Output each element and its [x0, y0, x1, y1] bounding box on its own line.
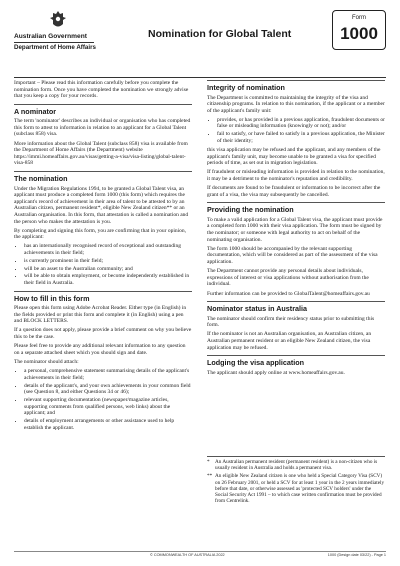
- section-heading-status: Nominator status in Australia: [207, 301, 385, 314]
- form-reference: 1000 (Design date 03/22) - Page 1: [327, 553, 386, 557]
- intro-paragraph: Important – Please read this information carefully before you complete the nomination form. Once you have completed the nomination we strongly advise that you keep a copy for your records.: [14, 80, 189, 100]
- footnote-text: An eligible New Zealand citizen is one who held a Special Category Visa (SCV) on 26 February 2001, or held a SCV for at least 1 year in the 2 years immediately before that date, or otherwise assessed as 'protected SCV holders' under the Social Security Act 1991 – to which case written confirmation must be provided from Centrelink.: [215, 473, 385, 505]
- government-logo: [14, 10, 106, 54]
- list-item: • details of the applicant's, and your own achievements in your common field (see Question 8, and either Questions 34 or 46);: [24, 383, 192, 396]
- list-item: • provides, or has provided in a previous application, fraudulent documents or false or misleading information (knowingly or not); and/or: [217, 117, 385, 130]
- footnote: [207, 459, 385, 471]
- government-name: Australian Government: [14, 33, 87, 40]
- list-item: • fail to satisfy, or have failed to satisfy in a previous application, the Minister of their identity;: [217, 131, 385, 144]
- list-item: • relevant supporting documentation (newspaper/magazine articles, supporting comments from qualified persons, web links) about the applicant; and: [24, 397, 192, 417]
- footnotes: [207, 456, 385, 506]
- footer-divider: [14, 551, 386, 552]
- form-number-box: [332, 10, 386, 50]
- status-paragraph-2: If the nominator is not an Australian organisation, an Australian citizen, an Australian permanent resident or an eligible New Zealand citizen, the visa application may be refused.: [207, 331, 372, 351]
- footnote-text: An Australian permanent resident (permanent resident) is a non-citizen who is usually resident in Australia and holds a permanent visa.: [215, 459, 378, 472]
- coat-of-arms-icon: [48, 10, 68, 30]
- header: [14, 10, 386, 70]
- integrity-paragraph-2: this visa application may be refused and the applicant, and any members of the applicant's family unit, may become unable to be granted a visa for specified periods of time, as set out in migration legislation.: [207, 147, 381, 167]
- providing-paragraph-3: The Department cannot provide any personal details about individuals, expressions of interest or visa applications without authorisation from the individual.: [207, 268, 369, 288]
- copyright-notice: © COMMONWEALTH OF AUSTRALIA 2022: [150, 553, 225, 557]
- howto-paragraph-2: If a question does not apply, please provide a brief comment on why you believe this to be the case.: [14, 327, 192, 341]
- header-divider: [14, 77, 386, 78]
- integrity-list: [207, 117, 385, 145]
- list-item: • will be able to obtain employment, or become independently established in their field in Australia.: [24, 273, 192, 286]
- howto-paragraph-1: Please open this form using Adobe Acrobat Reader. Either type (in English) in the fields provided or print this form and complete it (in English) using a pen and BLOCK LETTERS.: [14, 305, 187, 325]
- list-item: • a personal, comprehensive statement summarising details of the applicant's achievements in their field;: [24, 368, 192, 381]
- nominator-paragraph-2: More information about the Global Talent (subclass 858) visa is available from the Department of Home Affairs (the Department) website https://immi.homeaffairs.gov.au/visas/getting-a-visa/visa-listing/global-talent-visa-858: [14, 140, 188, 167]
- section-heading-nomination: The nomination: [14, 171, 192, 184]
- integrity-paragraph-1: The Department is committed to maintaining the integrity of the visa and citizenship programs. In relation to this nomination, if the applicant or a member of the applicant's family unit:: [207, 94, 385, 114]
- list-item: • is currently prominent in their field;: [24, 258, 192, 265]
- form-label: Form: [352, 15, 366, 21]
- nomination-paragraph-1: Under the Migration Regulations 1994, to be granted a Global Talent visa, an applicant must produce a completed form 1000 (this form) which requires the applicant's record of achievement in their area of talent to be attested to by an Australian citizen, permanent resident*, eligible New Zealand citizen** or an Australian organisation. In this form, that attestation is called a nomination and the person who makes the attestation is you.: [14, 185, 189, 225]
- footnote-mark: *: [207, 459, 210, 465]
- nomination-paragraph-2: By completing and signing this form, you are confirming that in your opinion, the applicant:: [14, 227, 187, 241]
- footnote-mark: **: [207, 473, 213, 480]
- section-heading-providing: Providing the nomination: [207, 202, 385, 215]
- left-column: [14, 80, 192, 434]
- nominator-paragraph-1: The term 'nominator' describes an individual or organisation who has completed this form to attest to information in relation to an applicant for a Global Talent (subclass 858) visa.: [14, 118, 191, 138]
- integrity-paragraph-3: If fraudulent or misleading information is provided in relation to the nomination, it may be a detriment to the nominator's reputation and credibility.: [207, 169, 385, 182]
- form-number: 1000: [340, 24, 378, 43]
- section-heading-nominator: A nominator: [14, 104, 192, 117]
- providing-paragraph-2: The form 1000 should be accompanied by the relevant supporting documentation, which will be considered as part of the assessment of the visa application.: [207, 245, 378, 266]
- section-heading-lodging: Lodging the visa application: [207, 355, 385, 368]
- logo-divider: [14, 42, 94, 43]
- lodging-paragraph-1: The applicant should apply online at www.homeaffairs.gov.au.: [207, 369, 345, 376]
- providing-paragraph-4: Further information can be provided to GlobalTalent@homeaffairs.gov.au: [207, 290, 370, 297]
- list-item: • will be an asset to the Australian community; and: [24, 266, 192, 273]
- list-item: • has an internationally recognised record of exceptional and outstanding achievements in their field;: [24, 243, 192, 256]
- howto-paragraph-3: Please feel free to provide any additional relevant information to any question on a separate attached sheet which you should sign and date.: [14, 343, 186, 356]
- department-name: Department of Home Affairs: [14, 44, 96, 51]
- list-item: • details of employment arrangements or other assistance used to help establish the applicant.: [24, 418, 192, 431]
- document-title: Nomination for Global Talent: [148, 28, 292, 40]
- howto-paragraph-4: The nominator should attach:: [14, 359, 79, 366]
- providing-paragraph-1: To make a valid application for a Global Talent visa, the applicant must provide a completed form 1000 with their visa application. The form must be signed by the nominator; or someone with legal authority to act on behalf of the nominating organisation.: [207, 216, 383, 243]
- attachments-list: [14, 368, 192, 431]
- section-heading-how-to: How to fill in this form: [14, 291, 192, 304]
- footnote: [207, 473, 385, 504]
- status-paragraph-1: The nominator should confirm their residency status prior to submitting this form.: [207, 315, 375, 329]
- nomination-criteria-list: [14, 243, 192, 286]
- right-column: [207, 80, 385, 379]
- integrity-paragraph-4: If documents are found to be fraudulent or information to be incorrect after the grant of a visa, the visa may subsequently be cancelled.: [207, 185, 381, 198]
- section-heading-integrity: Integrity of nomination: [207, 80, 385, 93]
